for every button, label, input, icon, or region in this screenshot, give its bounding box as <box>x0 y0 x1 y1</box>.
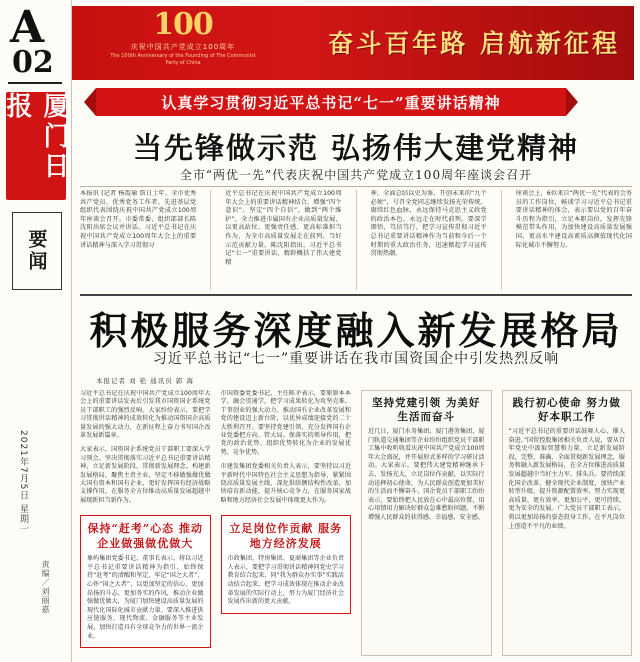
article2-headline: 积极服务深度融入新发展格局 <box>89 308 623 353</box>
emblem-chinese-caption: 庆祝中国共产党成立100周年 <box>130 43 236 51</box>
inset-box-4 <box>502 390 633 656</box>
rule-under-subhead <box>80 186 632 187</box>
article1-column-3: 神，全面总结以史为鉴、开创未来的“九个必须”，号召全党同志继续发扬光荣传统、赓续红色血脉，永远保持马克思主义政党的政治本色、永远走在时代前列。要深学细悟、笃信笃行，把学习宣传贯彻习近平总书记重要讲话精神作为当前和今后一个时期的重大政治任务，迅速掀起学习宣传贯彻热潮。 <box>370 190 487 258</box>
article2-body <box>80 390 632 656</box>
body-col2-paragraph-1: 市国资委党委书记、主任陈矛表示，要原原本本学、融会贯通学，把学习成果转化为攻坚克难、干事创业的强大动力。推动国有企业改革发展和党的建设迈上新台阶，以优异成绩迎接党的二十大胜利召开。要坚持党建引领，充分发挥国有企业党委把方向、管大局、保落实的领导作用，把党的政治优势、组织优势转化为企业的发展优势、竞争优势。 <box>220 390 351 456</box>
masthead <box>2 92 69 200</box>
article1-subhead: 全市“两优一先”代表庆祝中国共产党成立100周年座谈会召开 <box>179 168 533 182</box>
inset-box-1-title: 保持“赶考”心态 推动企业做强做优做大 <box>87 522 203 551</box>
body-column-3 <box>361 390 492 656</box>
issue-date: 2021年7月5日 星期一 <box>18 430 28 535</box>
section-name-box <box>12 212 62 290</box>
party-emblem <box>108 7 258 78</box>
emblem-number: 100 <box>153 7 213 42</box>
column-divider <box>356 190 357 290</box>
inset-box-3-title: 坚持党建引领 为美好生活而奋斗 <box>372 397 481 423</box>
body-column-1 <box>80 390 211 656</box>
inset-box-3 <box>361 390 492 656</box>
inset-box-2-body: 市政集团、特房集团、夏商集团等企业负责人表示，要把学习贯彻讲话精神同党史学习教育结合起来，同“我为群众办实事”实践活动结合起来，把学习成效体现在推动企业改革发展的实际行动上，努力为厦门经济社会发展作出新的更大贡献。 <box>227 555 344 606</box>
article1-column-1: 本报讯 (记者 杨霞瑜 詹日土年、全市优秀共产党员、优秀党务工作者、先进基层党组织代表围绕庆祝中国共产党成立100周年座谈会召开。市委常委、组织部部长陈沈阳出席会议并讲话。习近平总书记在庆祝中国共产党成立100周年大会上的重要讲话精神与深入学习贯彻习 <box>80 190 197 249</box>
inset-box-2-title: 立足岗位作贡献 服务地方经济发展 <box>229 522 343 551</box>
inset-box-2 <box>221 515 352 614</box>
anniversary-banner <box>72 6 634 80</box>
rule-above-article2 <box>80 294 632 296</box>
article2-subhead: 习近平总书记“七一”重要讲话在我市国资国企中引发热烈反响 <box>152 351 560 367</box>
section-number: 02 <box>12 45 54 80</box>
body-column-4 <box>502 390 633 656</box>
banner-slogan: 奋斗百年路 启航新征程 <box>328 29 620 58</box>
left-rail <box>0 0 72 662</box>
inset-box-4-body: “习近平总书记的重要讲话鼓舞人心、催人奋进。”国贸控股集团相关负责人说，要从百年党史中汲取智慧和力量，立足新发展阶段，完整、准确、全面贯彻新发展理念，服务和融入新发展格局，在全方位推进高质量发展超越中当好主力军、排头兵。要持续深化国企改革，健全现代企业制度，加快产业转型升级，提升资源配置效率，努力实现更高质量、更有效率、更加公平、更可持续、更为安全的发展。广大党员干部职工表示，将以更加昂扬的姿态投身工作，在平凡岗位上创造不平凡的业绩。 <box>508 428 625 530</box>
section-name: 要闻 <box>25 229 48 273</box>
ribbon-text: 认真学习贯彻习近平总书记“七一”重要讲话精神 <box>161 93 501 112</box>
column-divider <box>210 190 211 290</box>
article2-byline: 本报记者 刘 艳 通讯员 郭 海 <box>96 377 194 385</box>
masthead-text: 厦门日报 <box>2 92 69 182</box>
article1-headline: 当先锋做示范 弘扬伟大建党精神 <box>132 131 580 165</box>
rail-divider <box>8 82 62 84</box>
ribbon-headline <box>96 88 566 116</box>
article1-column-4: 座谈会上，6位来自“两优一先”代表的会务员的工作岗位，畅谈学习习近平总书记重要讲话精神的体会，表示要以党的百年奋斗历程为指引，立足本职岗位，发挥先锋模范带头作用，为加快建设高质量发展强国、更高水平建设高素质高颜值现代化国际化城市不懈努力。 <box>515 190 632 249</box>
emblem-english-caption: The 100th Anniversary of the Founding of The Communist Party of China <box>110 53 256 66</box>
inset-box-4-title: 践行初心使命 努力做好本职工作 <box>512 397 621 423</box>
inset-box-3-body: 近几日，厦门水务集团、厦门港务集团、厦门轨道交通集团等企业纷纷组织党员干部职工集中收听收看庆祝中国共产党成立100周年大会盛况，并开展形式多样的学习研讨活动。大家表示，要把伟大建党精神继承下去、发扬光大，立足岗位作贡献，以实际行动诠释初心使命，为人民群众创造更加美好的生活而不懈奋斗。国企党员干部职工纷纷表示，要始终把人民放在心中最高位置，用心用情用力解决好群众急难愁盼问题，不断增强人民群众的获得感、幸福感、安全感。 <box>368 428 485 521</box>
article1-column-2: 近平总书记在庆祝中国共产党成立100周年大会上的重要讲话精神结合，增强“四个意识”、坚定“四个自信”、做到“两个维护”，全力推进市属国有企业高质量发展，以更高站位、更强责任感、更高标准担当作为，为全市高质量发展走在前列、当好示范贡献力量。陈沈阳指出，习近平总书记“七一”重要讲话，精辟概括了伟大建党精 <box>225 190 342 266</box>
inset-box-1 <box>80 515 211 648</box>
column-divider <box>501 190 502 290</box>
editor-credit: 责编／刘丽嘉 <box>41 560 50 614</box>
body-column-2 <box>221 390 352 656</box>
inset-box-1-body: 象屿集团党委书记、董事长表示，将以习近平总书记重要讲话精神为指引，始终保持“赶考”的清醒和坚定，牢记“国之大者”，心怀“国之大者”，以更加坚定的信心、更加昂扬的斗志、更加务实的作风，推动企业做强做优做大，为厦门加快建设高质量发展的现代化国际化城市贡献力量。要深入推进供应链服务、现代物流、金融服务等主业发展，加快打造具有全球竞争力的世界一流企业。 <box>87 555 204 640</box>
body-col1-paragraph-1: 习近平总书记在庆祝中国共产党成立100周年大会上的重要讲话发表后引发我市国资国企系统党员干部职工的强烈反响。大家纷纷表示，要把学习贯彻讲话精神的成效转化为推动国资国企高质量发展的强大动力，在新征程上奋力书写国企改革发展新篇章。 <box>80 390 211 440</box>
body-col1-paragraph-2: 大家表示，国资国企系统党员干部职工要深入学习领会、坚决贯彻落实习近平总书记重要讲话精神，立足新发展阶段、贯彻新发展理念、构建新发展格局，聚焦主责主业，坚定不移做强做优做大国有资本和国有企业，更好发挥国有经济战略支撑作用，在服务全方位推动高质量发展超越中展现新担当新作为。 <box>80 446 211 504</box>
body-col2-paragraph-2: 市建发集团党委相关负责人表示，要坚持以习近平新时代中国特色社会主义思想为指导，紧紧围绕高质量发展主线，深化供给侧结构性改革，加快培育新动能，提升核心竞争力，在服务国家战略和地方经济社会发展中体现更大作为。 <box>220 463 351 504</box>
section-letter: A <box>10 2 45 53</box>
article1-columns <box>80 190 632 290</box>
